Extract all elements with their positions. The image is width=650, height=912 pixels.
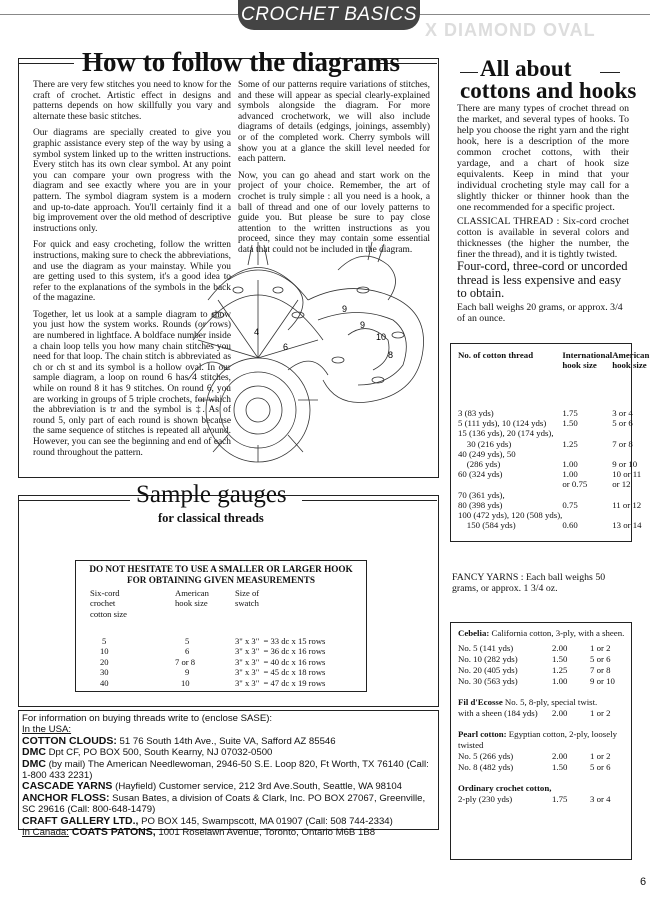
cell: 9 [185,667,190,678]
supplier-line: CASCADE YARNS (Hayfield) Customer service, 212 3rd Ave.South, Seattle, WA 98104 [22,780,403,793]
table-row [458,510,649,520]
yarn-section-cebelia [458,628,626,687]
hook-size-table [458,350,649,530]
table-row [458,408,649,418]
table-row [458,439,649,449]
fancy-yarns-content [458,628,626,805]
cell: 2.00 [552,751,568,761]
table-row [458,762,626,773]
cell: 3" x 3" = 36 dc x 16 rows [235,646,326,657]
cell: 20 [100,656,109,667]
yarn-section-pearl [458,729,626,773]
cell: or 12 [612,479,631,490]
cell: 7 or 8 [612,438,633,449]
column-header: International hook size [562,350,613,371]
gauges-rule-left [18,500,130,501]
cottons-title-line1: All about [480,56,572,81]
gauges-title: Sample gauges [136,481,287,508]
cell: No. 5 (141 yds) [458,643,514,653]
paragraph: There are many types of crochet thread on the market, and several types of hooks. To help you choose the right yarn and the right hook, here is a description of the more common crochet cottons, with their yardage, and a chart of hook size equivalents. Keep in mind that your individual crocheting style may call for a slightly thicker or thinner hook than the one recommended for a specific project. [457,103,629,213]
cell: 2-ply (230 yds) [458,794,513,804]
table-row [458,469,649,479]
cell [562,490,612,500]
cell: No. 20 (405 yds) [458,665,518,675]
table-header-row [458,350,649,408]
paragraph: Our diagrams are specially created to give you graphic assistance every step of the way by using a symbol system linked up to the written instructions. Every stitch has its own clear symbol. At any point you can compare your own progress with the diagram and see exactly where you are in your pattern. The symbol diagram system is a modern and up-to-date approach. You'll certainly find it a big improvement over the old method of descriptive instructions only. [33,128,231,234]
cell: 0.75 [562,499,578,510]
table-row [90,667,352,677]
supplier-line: COTTON CLOUDS: 51 76 South 14th Ave., Suite VA, Safford AZ 85546 [22,734,336,747]
page-number: 6 [640,876,647,888]
cell: 40 [100,677,109,688]
table-row [458,654,626,665]
cell: 1 or 2 [590,708,611,718]
cell: 7 or 8 [590,665,611,675]
section-banner: CROCHET BASICS [238,0,420,30]
column-header: American hook size [612,350,650,371]
cell: 2.00 [552,708,568,718]
gauges-rule-right [302,500,437,501]
gauges-notice [80,564,362,586]
cell [612,428,649,438]
cell: 70 (361 yds), [458,489,505,500]
diagram-label: 10 [376,332,387,342]
buying-info [22,713,434,838]
table-row [458,449,649,459]
cell: 1.50 [562,418,578,429]
cell: 1.75 [562,408,578,418]
title-rule-left [18,63,74,64]
column-header: American hook size [175,588,209,609]
usa-heading: In the USA: [22,724,72,736]
yarn-section-ordinary [458,783,626,805]
yarn-desc: California cotton, 3-ply, with a sheen. [489,628,625,638]
yarn-title: Cebelia: [458,628,490,638]
paragraph: Together, let us look at a sample diagram to show you just how the system works. Rounds (or rows) are numbered in lightface. A boldface number inside a chain loop tells you how many chain stitches you need for that loop. The chain stitch is abbreviated as ch or ch st and its symbol is a hollow oval. In our sample diagram, a loop on round 6 has 4 stitches, while on round 8 it has 9 stitches. On round 6, you are working in groups of 5 triple crochets, for which the abbreviation is tr and the symbol is ‡. As of round 5, only part of each round is shown because the same sequence of stitches is repeated all around. However, you can see the beginning and end of each round throughout the pattern. [33,309,231,458]
buying-intro: For information on buying threads write to (enclose SASE): [22,713,273,724]
cell: 1.25 [552,665,568,675]
cell: No. 5 (266 yds) [458,751,514,761]
cottons-rule-left [460,72,478,73]
cell: (286 yds) [458,459,501,470]
supplier-line: CRAFT GALLERY LTD., PO BOX 145, Swampscott, MA 01907 (Call: 508 744-2334) [22,814,393,827]
column-header: Six-cord crochet cotton size [90,588,127,619]
cell: 30 [100,667,109,678]
cell: No. 8 (482 yds) [458,762,514,772]
cell: 40 (249 yds), 50 [458,448,516,459]
crochet-diagram-illustration [188,240,450,465]
cell: with a sheen (184 yds) [458,708,538,718]
cell: 3" x 3" = 47 dc x 19 rows [235,677,326,688]
table-row [458,490,649,500]
diagrams-column-2 [238,80,430,262]
cell: 2.00 [552,643,568,653]
cell: 11 or 12 [612,499,642,510]
canada-line: In Canada: COATS PATONS, 1001 Roselawn Avenue, Toronto, Ontario M6B 1B8 [22,826,376,839]
cottons-title-line2: cottons and hooks [460,78,637,103]
cell: 150 (584 yds) [458,520,516,531]
yarn-desc: No. 5, 8-ply, special twist. [502,697,598,707]
yarn-table [458,751,626,773]
notice-line: DO NOT HESITATE TO USE A SMALLER OR LARGER HOOK [89,564,353,574]
cell: 100 (472 yds), 120 (508 yds), [458,510,563,521]
ghost-bleed-text: X DIAMOND OVAL [425,20,596,40]
table-row [458,418,649,428]
cell: 10 [100,646,109,657]
table-row [90,646,352,656]
yarn-table [458,643,626,687]
table-row [458,520,649,530]
cell: 3 or 4 [590,794,611,804]
yarn-title: Pearl cotton: [458,729,507,739]
table-row [458,794,626,805]
notice-line: FOR OBTAINING GIVEN MEASUREMENTS [127,575,315,585]
cell: 30 (216 yds) [458,438,512,449]
cell: 5 [185,636,190,646]
cell: 80 (398 yds) [458,499,503,510]
table-row [458,479,649,489]
cell [612,449,649,459]
cell: 9 or 10 [612,459,638,470]
yarn-desc: Egyptian cotton, 2-ply, loosely twisted [458,729,617,750]
yarn-title: Fil d'Ecosse [458,697,503,707]
gauges-table [90,588,352,688]
table-row [458,428,649,438]
table-row [458,500,649,510]
cell: 7 or 8 [175,656,196,667]
cell: 9 or 10 [590,676,615,686]
table-row [458,708,626,719]
cell: 1 or 2 [590,751,611,761]
cell: 1.00 [562,469,578,480]
cell [612,510,649,520]
cell: 3" x 3" = 33 dc x 15 rows [235,636,326,646]
gauges-subtitle: for classical threads [158,511,264,525]
cell [562,449,612,459]
column-header: Size of swatch [235,588,260,609]
yarn-table [458,708,626,719]
yarn-section-fil-ecosse [458,697,626,719]
cell: 5 (111 yds), 10 (124 yds) [458,418,547,429]
paragraph: CLASSICAL THREAD : Six-cord crochet cotton is available in several colors and thicknesses (the higher the number, the finer the thread), and it is tightly twisted. [457,216,629,260]
cell: 13 or 14 [612,520,642,531]
supplier-line: DMC (by mail) The American Needlewoman, 2946-50 S.E. Loop 820, Ft Worth, TX 76140 (Call: 1-800 433 2231) [22,757,429,782]
paragraph: Some of our patterns require variations of stitches, and these will appear as special clearly-explained symbols alongside the diagram. For more advanced crochetwork, we will also include diagrams of details (edgings, joinings, assembly) or of the completed work. Cherry symbols will show you at a glance the skill level needed for each pattern. [238,80,430,165]
cell: 5 or 6 [590,654,611,664]
paragraph: Now, you can go ahead and start work on the project of your choice. Remember, the art of crochet is truly simple : all you need is a hook, a ball of thread and one of our lovely patterns to guide you. But please be sure to pay close attention to the written instructions as you proceed, since they may contain some essential data that could not be included in the diagram. [238,170,430,255]
diagrams-title: How to follow the diagrams [82,47,400,77]
cell: 1.00 [552,676,568,686]
table-row [458,676,626,687]
table-row [458,459,649,469]
cell: or 0.75 [562,479,588,490]
cell: 5 or 6 [590,762,611,772]
cell: 5 or 6 [612,418,633,429]
cell: 10 [181,677,190,688]
cell: 6 [185,646,190,657]
cell: 1.50 [552,654,568,664]
diagram-label: 9 [360,320,366,330]
table-row [90,657,352,667]
cell: 1.75 [552,794,568,804]
cell: 15 (136 yds), 20 (174 yds), [458,428,554,439]
cell: 5 [102,636,107,646]
fancy-yarns-text: FANCY YARNS : Each ball weighs 50 grams, or approx. 1 3/4 oz. [452,572,606,594]
table-row [458,665,626,676]
cell: 3 (83 yds) [458,408,494,418]
paragraph: Each ball weighs 20 grams, or approx. 3/4 of an ounce. [457,301,623,324]
table-row [90,636,352,646]
table-row [458,643,626,654]
column-header: No. of cotton thread [458,350,534,360]
table-row [458,751,626,762]
cell: 3" x 3" = 40 dc x 16 rows [235,656,326,667]
cell: 1.50 [552,762,568,772]
cell: 1 or 2 [590,643,611,653]
diagram-label: 4 [254,327,260,337]
cell: 0.60 [562,520,578,531]
cell: 60 (324 yds) [458,469,503,480]
supplier-line: ANCHOR FLOSS: Susan Bates, a division of Coats & Clark, Inc. PO BOX 27067, Greenville, SC 29616 (Call: 800-648-1479) [22,791,426,816]
cell: 10 or 11 [612,469,642,480]
diagram-label: 8 [388,350,394,360]
cell: 3" x 3" = 45 dc x 18 rows [235,667,326,678]
cell [612,490,649,500]
cell: No. 30 (563 yds) [458,676,518,686]
cell [562,428,612,438]
supplier-line: DMC Dpt CF, PO BOX 500, South Kearny, NJ 07032-0500 [22,746,273,759]
cell: No. 10 (282 yds) [458,654,518,664]
cell: 1.25 [562,438,578,449]
table-row [90,678,352,688]
yarn-title: Ordinary crochet cotton, [458,783,552,793]
cell: 3 or 4 [612,408,633,418]
diagram-label: 6 [283,342,289,352]
cottons-text [457,103,629,327]
diagram-label: 9 [342,304,348,314]
paragraph: There are very few stitches you need to know for the craft of crochet. Artistic effect in designs and patterns depends on how skillfully you vary and alternate these basic stitches. [33,80,231,122]
cell: 1.00 [562,459,578,470]
yarn-table [458,794,626,805]
table-header-row [90,588,352,636]
cell [562,510,612,520]
cell [458,479,562,489]
cottons-rule-right [600,72,620,73]
paragraph-emphasis: Four-cord, three-cord or uncorded thread is less expensive and easy to obtain. [457,259,628,300]
paragraph: For quick and easy crocheting, follow the written instructions, making sure to check the abbreviations, and use the diagram as your mainstay. While you are getting used to this system, it's a good idea to refer to the explanations of the symbols in the back of the magazine. [33,240,231,304]
